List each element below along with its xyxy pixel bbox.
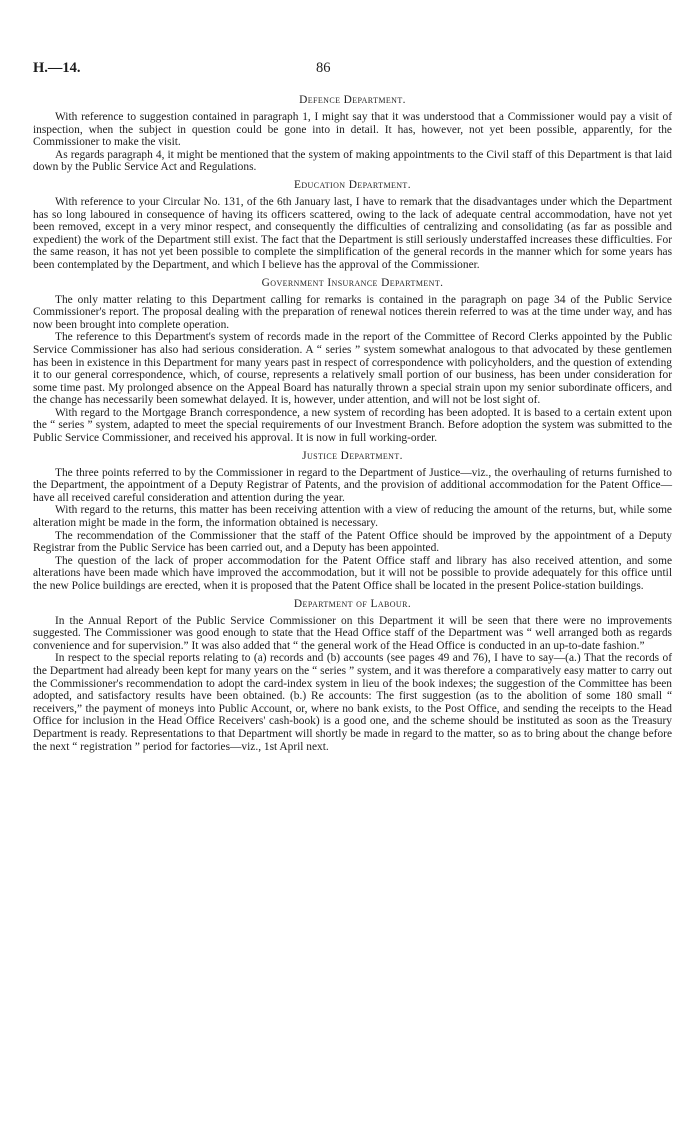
section-heading: Education Department. [294,178,411,191]
section-heading: Government Insurance Department. [261,276,444,289]
paragraph: With reference to suggestion contained in paragraph 1, I might say that it was understood that a Commissioner would pay a visit of inspection, when the subject in question could be gone into in detail. It has, however, not yet been possible, apparently, for the Commissioner to make the visit. [33,111,672,149]
section-heading: Justice Department. [302,449,403,462]
section-education [33,179,672,272]
paragraph: As regards paragraph 4, it might be mentioned that the system of making appointments to the Civil staff of this Department is that laid down by the Public Service Act and Regulations. [33,148,672,174]
section-justice [33,450,672,593]
paragraph: The three points referred to by the Commissioner in regard to the Department of Justice—viz., the overhauling of returns furnished to the Department, the appointment of a Deputy Registrar of Patents, and the provision of additional accommodation for the Patent Office—have all received careful consideration and attention during the year. [33,466,672,504]
paragraph: The question of the lack of proper accommodation for the Patent Office staff and library has also received attention, and some alterations have been made which have improved the accommodation, but it will not be possible to provide adequately for this office until the new Police buildings are erected, when it is proposed that the Patent Office shall be located in the present Police-station buildings. [33,554,672,592]
paragraph: With regard to the returns, this matter has been receiving attention with a view of reducing the amount of the returns, but, while some alteration might be made in the form, the information obtained is necessary. [33,504,672,530]
paragraph: The only matter relating to this Department calling for remarks is contained in the paragraph on page 34 of the Public Service Commissioner's report. The proposal dealing with the preparation of renewal notices therein referred to was at the time under way, and has now been brought into complete operation. [33,293,672,331]
paragraph: The recommendation of the Commissioner that the staff of the Patent Office should be improved by the appointment of a Deputy Registrar from the Public Service has been carried out, and a Deputy has been appointed. [33,529,672,555]
section-government-insurance [33,277,672,445]
page-number: 86 [316,60,331,76]
paragraph: With regard to the Mortgage Branch correspondence, a new system of recording has been adopted. It is based to a certain extent upon the “ series ” system, adapted to meet the special requirements of our Investment Branch. Before adoption the system was submitted to the Public Service Commissioner, and received his approval. It is now in full working-order. [33,406,672,445]
paragraph: In respect to the special reports relating to (a) records and (b) accounts (see pages 49 and 76), I have to say—(a.) That the records of the Department had already been kept for many years on the “ series ” system, and it was therefore a comparatively easy matter to carry out the Commissioner's recommendation to adopt the card-index system in lieu of the book indexes; the suggestion of the Committee has been adopted, and satisfactory results have been obtained. (b.) Re accounts: The first suggestion (as to the abolition of some 180 small “ receivers,” the payment of moneys into Public Account, or, where no bank exists, to the Post Office, and sending the receipts to the Head Office for inclusion in the Head Office Receivers' cash-book) is a good one, and the scheme should be instituted as soon as the Treasury Department is ready. Representations to that Department will shortly be made in regard to the matter, so as to bring about the change before the next “ registration ” period for factories—viz., 1st April next. [33,652,672,753]
paragraph: In the Annual Report of the Public Service Commissioner on this Department it will be seen that there were no improvements suggested. The Commissioner was good enough to state that the Head Office staff of the Department was “ well arranged both as regards convenience and for supervision.” It was also added that “ the general work of the Head Office is conducted in an up-to-date fashion.” [33,614,672,652]
section-defence [33,94,672,174]
paragraph: The reference to this Department's system of records made in the report of the Committee of Record Clerks appointed by the Public Service Commissioner has also had serious consideration. A “ series ” system somewhat analogous to that advocated by these gentlemen has been in existence in this Department for many years past in respect of correspondence with policyholders, and the question of extending it to our general correspondence, which, of course, represents a relatively small portion of our business, has been under consideration for some time past. My prolonged absence on the Appeal Board has naturally thrown a special strain upon my senior subordinate officers, and the change has necessarily been somewhat delayed. It is, however, under attention, and will not be lost sight of. [33,331,672,407]
section-heading: Defence Department. [299,94,406,106]
report-reference: H.—14. [33,60,81,76]
section-labour [33,598,672,754]
page-header [33,60,672,84]
paragraph: With reference to your Circular No. 131, of the 6th January last, I have to remark that the disadvantages under which the Department has so long laboured in consequence of having its officers scattered, owing to the lack of adequate central accommodation, have not yet been removed, except in a very minor respect, and consequently the difficulties of centralizing and consolidating (as far as possible and expedient) the work of the Department still exist. The fact that the Department is still seriously understaffed increases these difficulties. For the same reason, it has not yet been possible to complete the simplification of the general records in the manner which for some years has been contemplated by the Department, and which I believe has the approval of the Commissioner. [33,195,672,271]
section-heading: Department of Labour. [293,597,412,610]
